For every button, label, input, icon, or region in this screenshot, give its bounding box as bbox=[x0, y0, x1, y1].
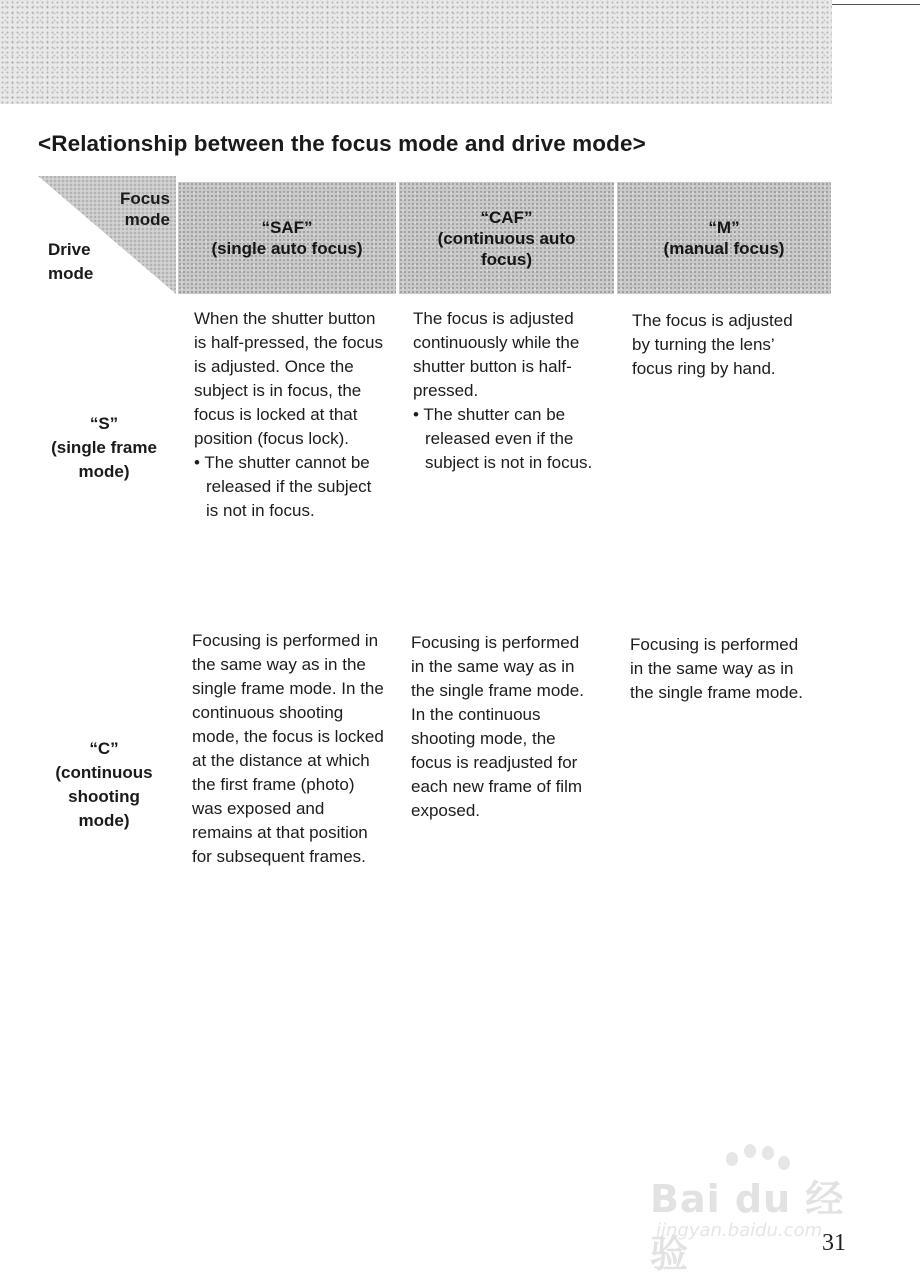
table-corner-header bbox=[38, 176, 176, 294]
header-band bbox=[0, 0, 832, 104]
watermark-logo-text: Bai du 经验 bbox=[650, 1177, 845, 1276]
corner-drive-mode-label: Drive mode bbox=[48, 240, 94, 283]
paw-icon bbox=[726, 1152, 738, 1166]
column-header-saf: “SAF” (single auto focus) bbox=[178, 182, 396, 294]
cell-single-saf: When the shutter button is half-pressed, the focus is adjusted. Once the subject is in focus, the focus is locked at that position (focus lock). • The shutter cannot be released if the subject is not in focus. bbox=[194, 309, 383, 520]
column-header-manual: “M” (manual focus) bbox=[617, 182, 831, 294]
page-title: <Relationship between the focus mode and drive mode> bbox=[38, 131, 646, 156]
cell-continuous-saf: Focusing is performed in the same way as in the single frame mode. In the continuous shooting mode, the focus is locked at the distance at which the first frame (photo) was exposed and remains at that position for subsequent frames. bbox=[192, 631, 384, 866]
cell-continuous-caf: Focusing is performed in the same way as in the single frame mode. In the continuous shooting mode, the focus is readjusted for each new frame of film exposed. bbox=[411, 633, 584, 820]
page-number: 31 bbox=[822, 1230, 846, 1256]
corner-focus-mode-label: Focus mode bbox=[119, 189, 170, 229]
row-header-continuous: “C” (continuous shooting mode) bbox=[55, 739, 153, 830]
cell-single-caf: The focus is adjusted continuously while the shutter button is half-pressed. • The shutter can be released even if the subject is not in focus. bbox=[413, 309, 593, 472]
row-header-single-frame: “S” (single frame mode) bbox=[51, 414, 157, 481]
paw-icon bbox=[762, 1146, 774, 1160]
paw-icon bbox=[744, 1144, 756, 1158]
watermark-url: jingyan.baidu.com bbox=[656, 1220, 823, 1241]
column-header-caf: “CAF” (continuous auto focus) bbox=[399, 182, 614, 294]
cell-continuous-manual: Focusing is performed in the same way as in the single frame mode. bbox=[630, 635, 803, 702]
cell-single-manual: The focus is adjusted by turning the lens’ focus ring by hand. bbox=[632, 311, 793, 378]
